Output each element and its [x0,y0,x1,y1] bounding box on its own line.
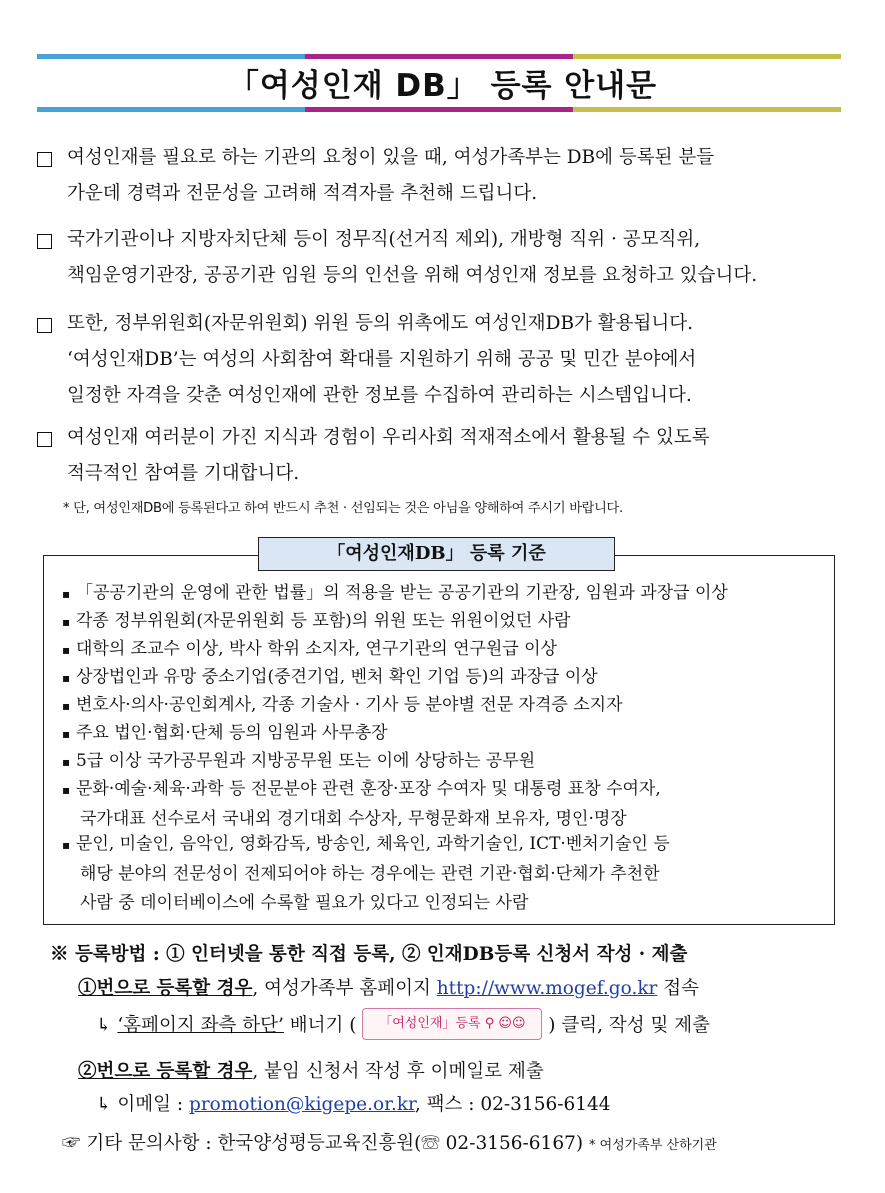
checkbox-bullet-icon [37,432,52,447]
registration-banner[interactable]: 「여성인재」등록 ⚲ ☺☺ [362,1008,542,1040]
criteria-item: ▪ 「공공기관의 운영에 관한 법률」의 적용을 받는 공공기관의 기관장, 임원과 과장급 이상 [62,583,728,603]
intro-paragraph [37,140,837,212]
disclaimer-note: * 단, 여성인재DB에 등록된다고 하여 반드시 추천 · 선임되는 것은 아님을 양해하여 주시기 바랍니다. [63,501,623,516]
header-bar-bottom-purple [305,107,573,112]
header-bar-bottom-olive [573,107,841,112]
criteria-item: ▪ 5급 이상 국가공무원과 지방공무원 또는 이에 상당하는 공무원 [62,751,536,771]
header-bar-top-olive [573,54,841,59]
method1-sub-line: ↳ ‘홈페이지 좌측 하단’ 배너기 ( 「여성인재」등록 ⚲ ☺☺ ) 클릭, 작성 및 제출 [96,1010,710,1042]
intro-line: 일정한 자격을 갖춘 여성인재에 관한 정보를 수집하여 관리하는 시스템입니다. [67,385,692,406]
intro-line: 여성인재 여러분이 가진 지식과 경험이 우리사회 적재적소에서 활용될 수 있도록 [67,427,710,448]
intro-line: 적극적인 참여를 기대합니다. [67,463,300,484]
checkbox-bullet-icon [37,318,52,333]
intro-paragraph [37,420,837,492]
contact-line: ☞ 기타 문의사항 : 한국양성평등교육진흥원(☏ 02-3156-6167) * 여성가족부 산하기관 [62,1133,717,1154]
page-title: 「여성인재 DB」 등록 안내문 [227,68,658,104]
method2-label: ②번으로 등록할 경우 [78,1061,253,1082]
registration-heading: ※ 등록방법 : ① 인터넷을 통한 직접 등록, ② 인재DB등록 신청서 작성 · 제출 [50,944,688,965]
header-bar-top-blue [37,54,305,59]
criteria-item: ▪ 주요 법인·협회·단체 등의 임원과 사무총장 [62,723,388,743]
header-bar-top-purple [305,54,573,59]
contact-note: * 여성가족부 산하기관 [588,1138,717,1153]
intro-line: 가운데 경력과 전문성을 고려해 적격자를 추천해 드립니다. [67,183,538,204]
people-icon: ☺☺ [498,1016,526,1031]
criteria-item: ▪ 대학의 조교수 이상, 박사 학위 소지자, 연구기관의 연구원급 이상 [62,639,558,659]
criteria-item: ▪ 문인, 미술인, 음악인, 영화감독, 방송인, 체육인, 과학기술인, ICT·벤처기술인 등 해당 분야의 전문성이 전제되어야 하는 경우에는 관련 기관·협회·단체가 추천한 사람 중 데이터베이스에 수록할 필요가 있다고 인정되는 사람 [62,834,670,913]
checkbox-bullet-icon [37,152,52,167]
email-link[interactable]: promotion@kigepe.or.kr [189,1094,415,1115]
checkbox-bullet-icon [37,234,52,249]
method2-sub-line: ↳ 이메일 : promotion@kigepe.or.kr, 팩스 : 02-3156-6144 [96,1094,611,1115]
intro-paragraph [37,306,837,414]
criteria-item: ▪ 상장법인과 유망 중소기업(중견기업, 벤처 확인 기업 등)의 과장급 이상 [62,667,598,687]
criteria-item: ▪ 문화·예술·체육·과학 등 전문분야 관련 훈장·포장 수여자 및 대통령 표창 수여자, 국가대표 선수로서 국내외 경기대회 수상자, 무형문화재 보유자, 명인·명장 [62,779,661,829]
criteria-item: ▪ 변호사·의사·공인회계사, 각종 기술사 · 기사 등 분야별 전문 자격증 소지자 [62,695,623,715]
criteria-item: ▪ 각종 정부위원회(자문위원회 등 포함)의 위원 또는 위원이었던 사람 [62,611,571,631]
mogef-homepage-link[interactable]: http://www.mogef.go.kr [436,978,658,999]
header-bar-bottom-blue [37,107,305,112]
method1-line: ①번으로 등록할 경우, 여성가족부 홈페이지 http://www.mogef.go.kr 접속 [78,978,700,999]
intro-line: 또한, 정부위원회(자문위원회) 위원 등의 위촉에도 여성인재DB가 활용됩니다. [67,313,694,334]
method2-line: ②번으로 등록할 경우, 붙임 신청서 작성 후 이메일로 제출 [78,1061,544,1082]
intro-line: 국가기관이나 지방자치단체 등이 정무직(선거직 제외), 개방형 직위 · 공모직위, [67,229,701,250]
method1-label: ①번으로 등록할 경우 [78,978,253,999]
intro-line: 여성인재를 필요로 하는 기관의 요청이 있을 때, 여성가족부는 DB에 등록된 분들 [67,147,715,168]
intro-line: 책임운영기관장, 공공기관 임원 등의 인선을 위해 여성인재 정보를 요청하고 있습니다. [67,265,758,286]
criteria-title: 「여성인재DB」 등록 기준 [258,537,615,571]
intro-line: ‘여성인재DB’는 여성의 사회참여 확대를 지원하기 위해 공공 및 민간 분야에서 [67,349,697,370]
homepage-location: ‘홈페이지 좌측 하단’ [117,1015,284,1036]
magnifier-icon: ⚲ [480,1016,499,1031]
intro-paragraph [37,222,837,294]
